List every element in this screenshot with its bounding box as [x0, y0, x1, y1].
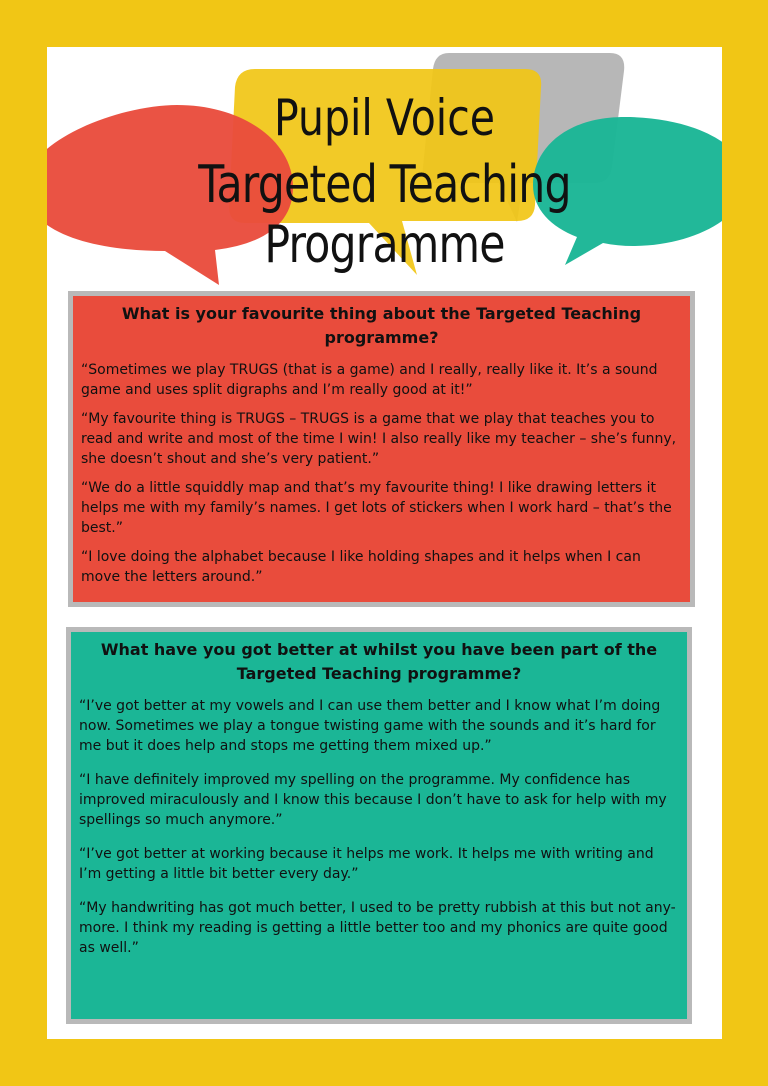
quote: “I have definitely improved my spelling on the programme. My confidence has improved miraculously and I know this because I don’t have to ask for help with my spellings so much anymore.”: [79, 772, 667, 828]
title-pupil-voice: Pupil Voice: [274, 89, 495, 147]
quote: “Sometimes we play TRUGS (that is a game) and I really, really like it. It’s a sound game and uses split digraphs and I’m really good at it!”: [81, 362, 658, 398]
title-targeted-teaching-programme: Targeted Teaching Programme: [198, 155, 571, 275]
section-heading: What is your favourite thing about the Targeted Teaching programme?: [121, 304, 642, 347]
quote: “My favourite thing is TRUGS – TRUGS is a game that we play that teaches you to read and write and most of the time I win! I also really like my teacher – she’s funny, she doesn’t shout and she’s very patient.”: [81, 411, 677, 467]
quote: “My handwriting has got much better, I used to be pretty rubbish at this but not any-more. I think my reading is getting a little better too and my phonics are quite good as well.”: [79, 900, 676, 956]
page: [47, 47, 722, 1039]
quote: “I’ve got better at working because it helps me work. It helps me with writing and I’m getting a little bit better every day.”: [79, 846, 654, 882]
quote: “I’ve got better at my vowels and I can use them better and I know what I’m doing now. Sometimes we play a tongue twisting game with the sounds and it’s hard for me but it does help and stops me getting them mixed up.”: [79, 698, 661, 754]
got-better-at-section: [66, 627, 692, 1024]
quote: “We do a little squiddly map and that’s my favourite thing! I like drawing letters it helps me with my family’s names. I get lots of stickers when I work hard – that’s the best.”: [81, 480, 672, 536]
section-heading: What have you got better at whilst you have been part of the Targeted Teaching programme?: [100, 640, 658, 683]
quote: “I love doing the alphabet because I like holding shapes and it helps when I can move the letters around.”: [81, 549, 641, 585]
favourite-thing-section: [68, 291, 695, 607]
